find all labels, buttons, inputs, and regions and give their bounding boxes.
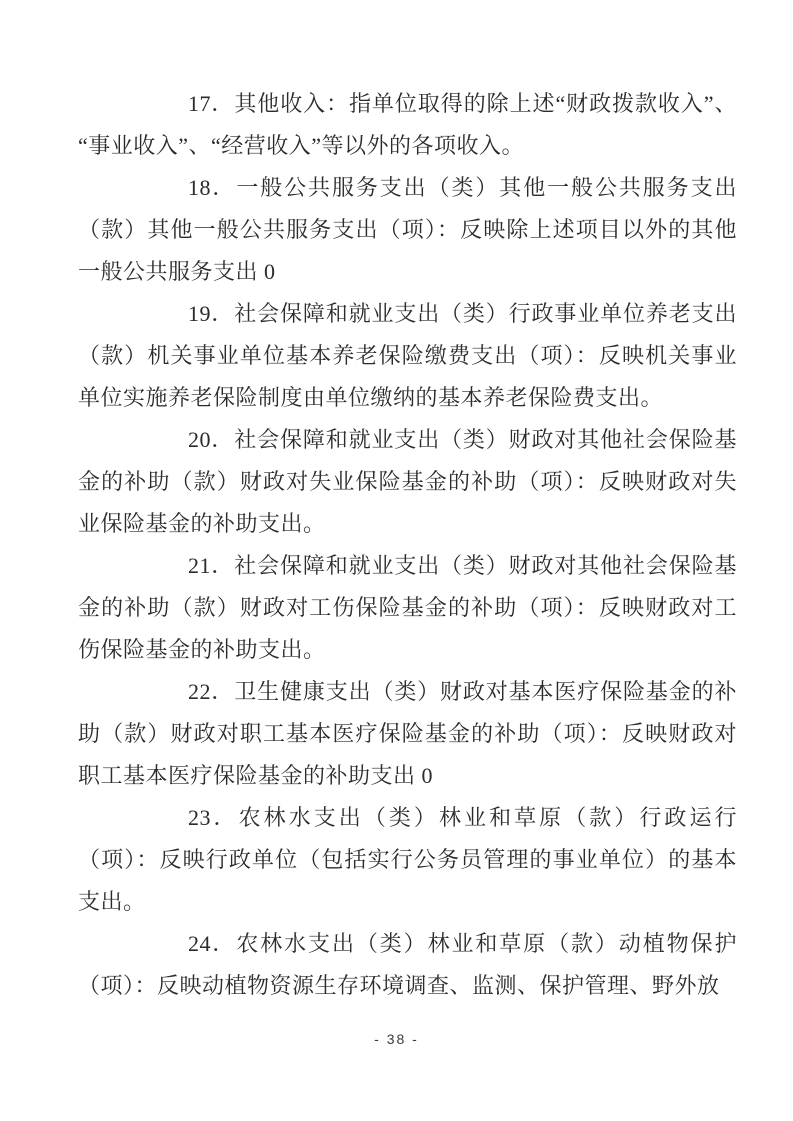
paragraph-21: 21．社会保障和就业支出（类）财政对其他社会保险基金的补助（款）财政对工伤保险基金的补助（项）：反映财政对工伤保险基金的补助支出。 — [78, 553, 737, 662]
paragraph-20: 20．社会保障和就业支出（类）财政对其他社会保险基金的补助（款）财政对失业保险基金的补助（项）：反映财政对失业保险基金的补助支出。 — [78, 427, 737, 536]
paragraph-22: 22．卫生健康支出（类）财政对基本医疗保险基金的补助（款）财政对职工基本医疗保险基金的补助（项）：反映财政对职工基本医疗保险基金的补助支出 0 — [78, 679, 737, 788]
paragraph-23: 23．农林水支出（类）林业和草原（款）行政运行（项）：反映行政单位（包括实行公务员管理的事业单位）的基本支出。 — [78, 805, 737, 914]
paragraph-24: 24．农林水支出（类）林业和草原（款）动植物保护（项）：反映动植物资源生存环境调查、监测、保护管理、野外放 — [78, 931, 737, 998]
paragraph-19: 19．社会保障和就业支出（类）行政事业单位养老支出（款）机关事业单位基本养老保险缴费支出（项）：反映机关事业单位实施养老保险制度由单位缴纳的基本养老保险费支出。 — [78, 301, 737, 410]
paragraph-17: 17．其他收入：指单位取得的除上述“财政拨款收入”、“事业收入”、“经营收入”等以外的各项收入。 — [78, 91, 737, 158]
paragraph-18: 18．一般公共服务支出（类）其他一般公共服务支出（款）其他一般公共服务支出（项）：反映除上述项目以外的其他一般公共服务支出 0 — [78, 175, 737, 284]
document-text-body — [78, 83, 737, 1007]
page-number: - 38 - — [374, 1031, 419, 1047]
